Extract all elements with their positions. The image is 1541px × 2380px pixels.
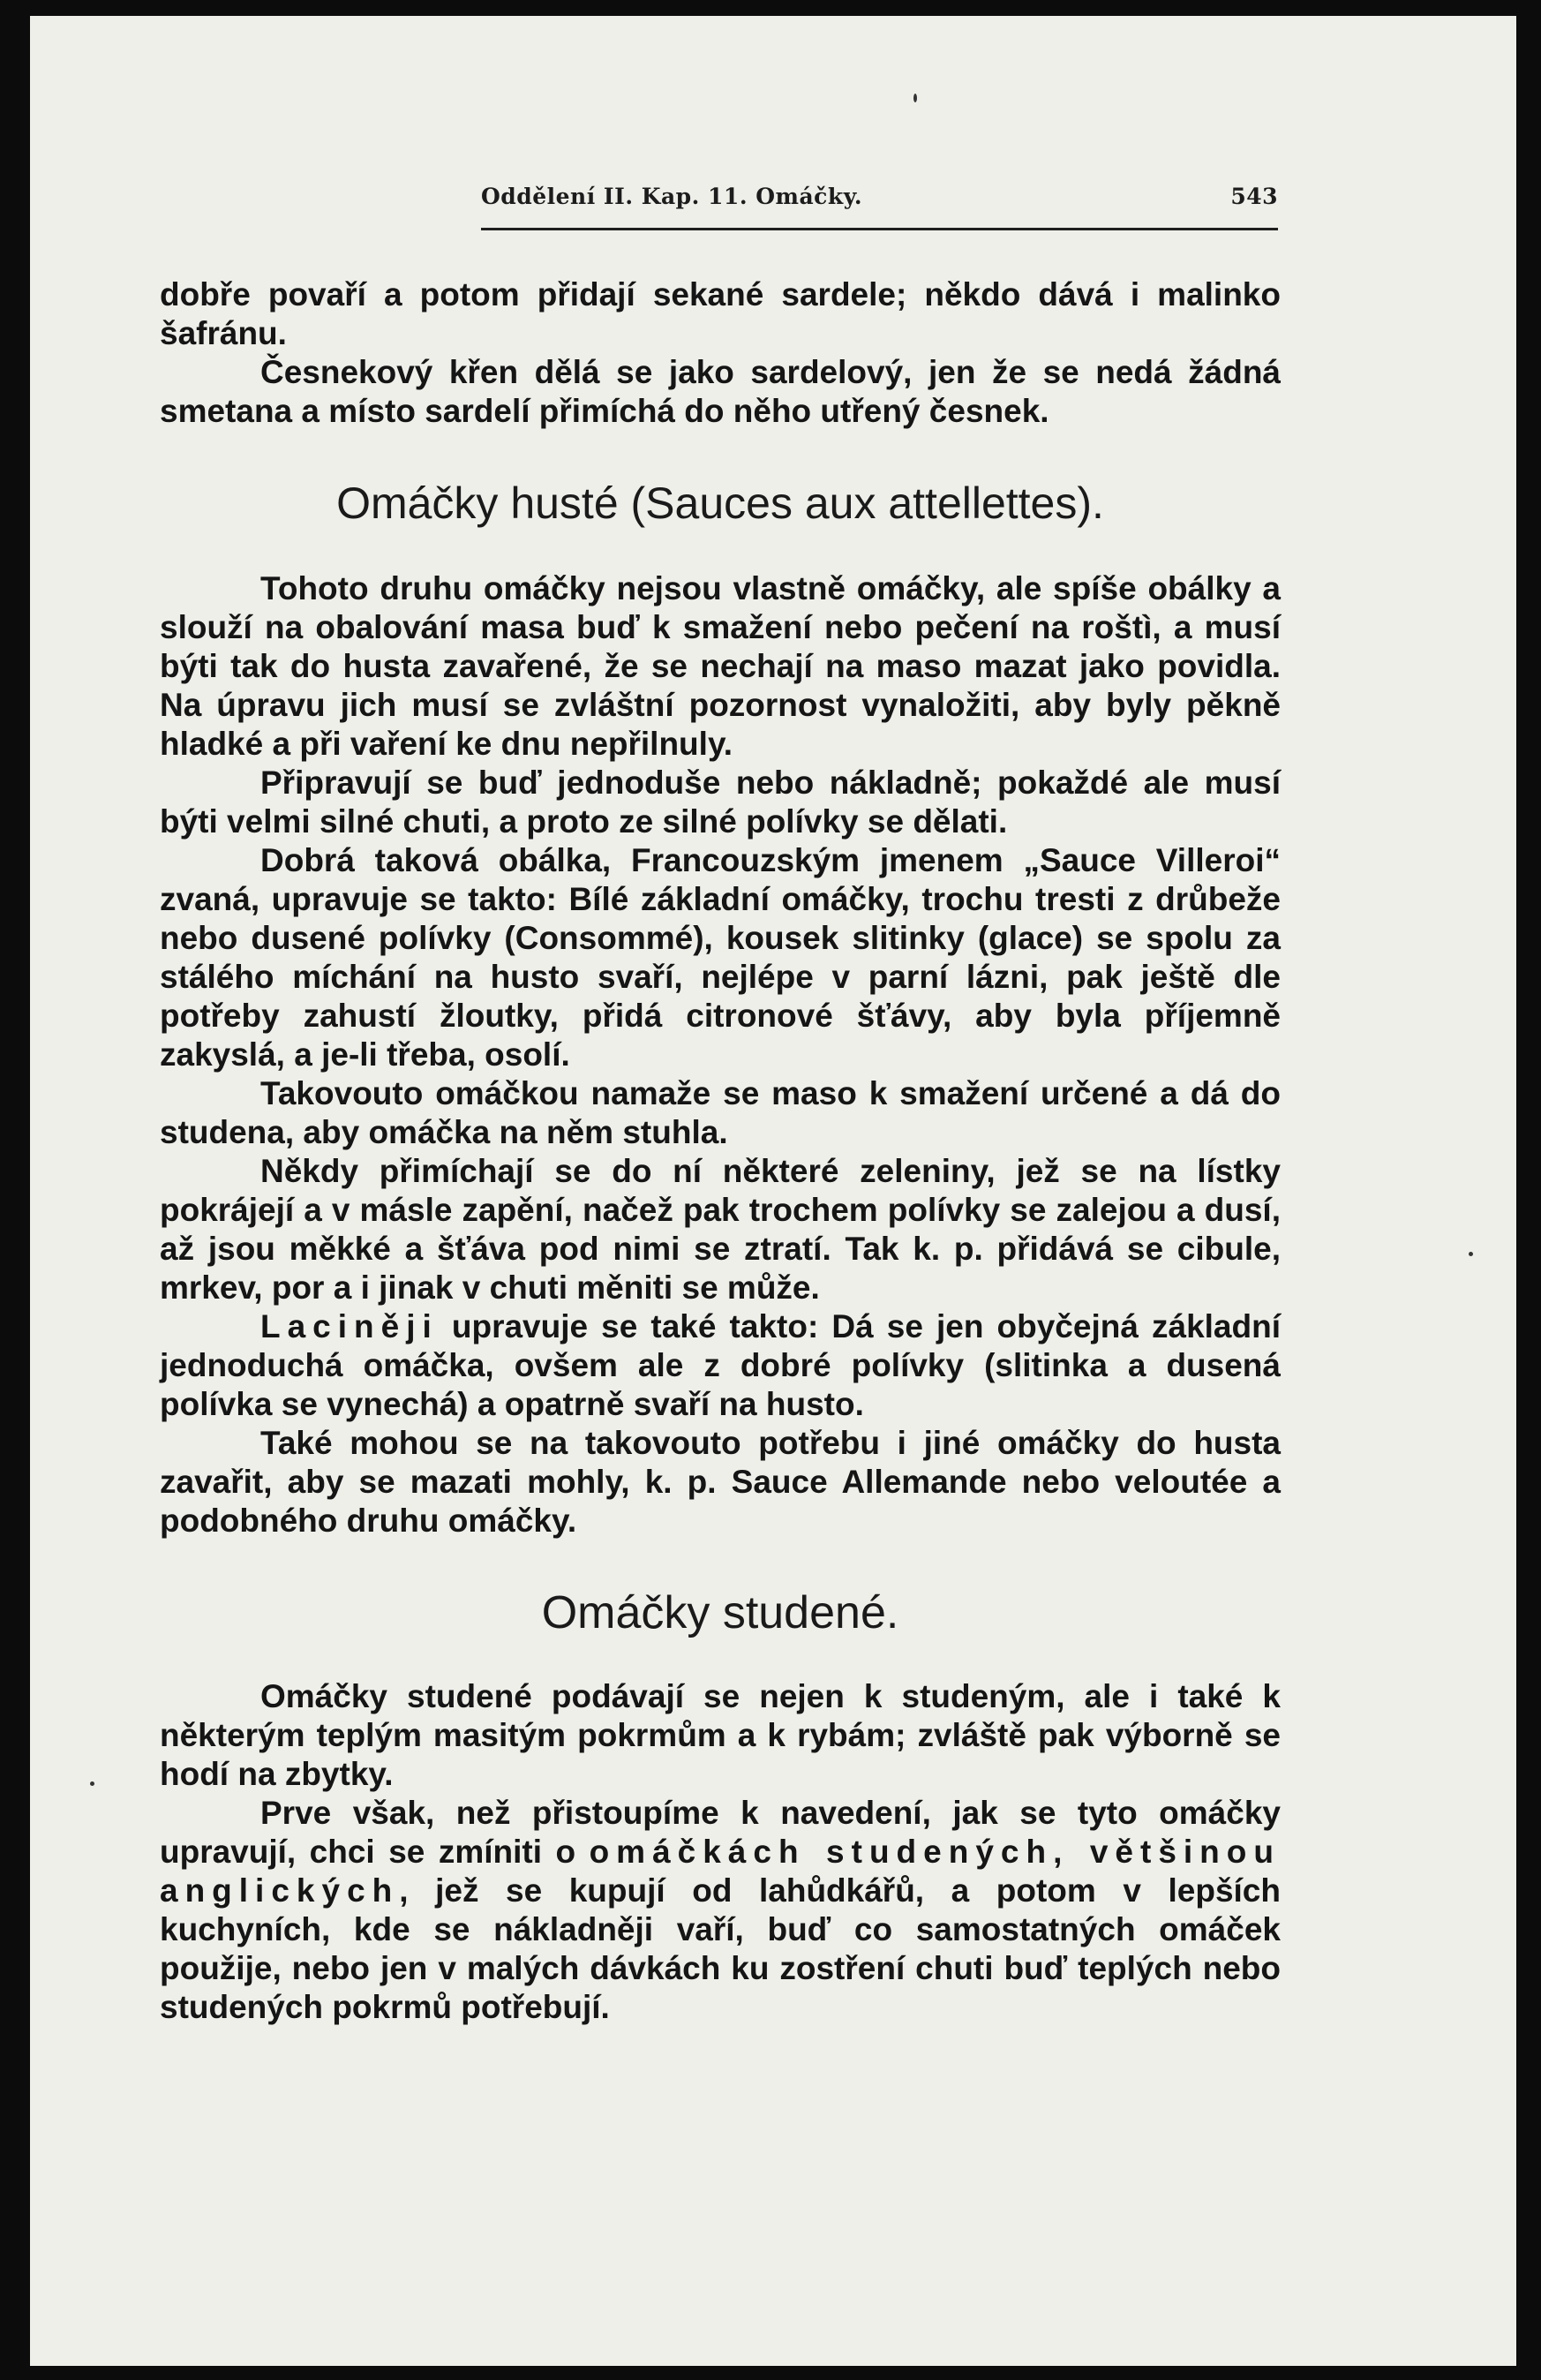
scan-speck	[1469, 1252, 1473, 1256]
paragraph-garlic-horseradish: Česnekový křen dělá se jako sardelový, jen že se nedá žádná smetana a místo sardelí přimíchá do něho utřený česnek.	[160, 354, 1281, 429]
header-rule	[481, 228, 1278, 230]
paragraph: Tohoto druhu omáčky nejsou vlastně omáčky, ale spíše obálky a slouží na obalování masa buď k smažení nebo pečení na roštì, a musí býti tak do husta zavařené, že se nechají na maso mazat jako povidla. Na úpravu jich musí se zvláštní pozornost vynaložiti, aby byly pěkně hladké a při vaření ke dnu nepřilnuly.	[160, 570, 1281, 762]
paragraph: Někdy přimíchají se do ní některé zeleniny, jež se na lístky pokrájejí a v másle zapění, načež pak trochem polívky se zalejou a dusí, až jsou měkké a šťáva pod nimi se ztratí. Tak k. p. přidává se cibule, mrkev, por a i jinak v chuti měniti se může.	[160, 1153, 1281, 1306]
spaced-emphasis: Laciněji	[260, 1308, 439, 1344]
section-title-thick-sauces: Omáčky husté (Sauces aux attellettes).	[336, 478, 1104, 528]
section-thick-sauces	[160, 477, 1281, 530]
chapter-heading: Oddělení II. Kap. 11. Omáčky.	[481, 184, 863, 209]
continued-paragraph: dobře povaří a potom přidají sekané sardele; někdo dává i malinko šafránu.	[160, 276, 1281, 351]
paragraph-sauce-villeroi: Dobrá taková obálka, Francouzským jmenem „Sauce Villeroi“ zvaná, upravuje se takto: Bílé základní omáčky, trochu tresti z drůbeže nebo dusené polívky (Consommé), kousek slitinky (glace) se spolu za stálého míchání na husto svaří, nejlépe v parní lázni, pak ještě dle potřeby zahustí žloutky, přidá citronové šťávy, aby byla příjemně zakyslá, a je-li třeba, osolí.	[160, 842, 1281, 1073]
paragraph: Takovouto omáčkou namaže se maso k smažení určené a dá do studena, aby omáčka na něm stuhla.	[160, 1075, 1281, 1150]
scan-speck	[90, 1781, 94, 1786]
paragraph: Omáčky studené podávají se nejen k studeným, ale i také k některým teplým masitým pokrmům a k rybám; zvláště pak výborně se hodí na zbytky.	[160, 1678, 1281, 1792]
paragraph-text: upravuje se také takto: Dá se jen obyčejná základní jednoduchá omáčka, ovšem ale z dobré polívky (slitinka a dusená polívka se vynechá) a opatrně svaří na husto.	[160, 1308, 1281, 1422]
spaced-emphasis: omáčkách studených, většinou anglických	[160, 1834, 1281, 1909]
running-head	[481, 184, 1278, 209]
paragraph-text: Prve však, než přistoupíme k navedení, jak se tyto omáčky upravují, chci se zmíniti o	[160, 1795, 1281, 1870]
section-cold-sauces	[160, 1586, 1281, 1639]
scan-speck	[913, 94, 917, 102]
paragraph-cheaper-method	[160, 1307, 1281, 1424]
paragraph: Připravují se buď jednoduše nebo nákladně; pokaždé ale musí býti velmi silné chuti, a proto ze silné polívky se dělati.	[160, 764, 1281, 840]
page-number: 543	[1230, 184, 1278, 209]
paragraph-text: , jež se kupují od lahůdkářů, a potom v lepších kuchyních, kde se nákladněji vaří, buď co samostatných omáček použije, nebo jen v malých dávkách ku zostření chuti buď teplých nebo studených pokrmů potřebují.	[160, 1872, 1281, 2025]
cold-sauces-body	[160, 1677, 1281, 2027]
paragraph: Také mohou se na takovouto potřebu i jiné omáčky do husta zavařit, aby se mazati mohly, k. p. Sauce Allemande nebo veloutée a podobného druhu omáčky.	[160, 1425, 1281, 1539]
intro-block	[160, 275, 1281, 431]
paragraph-english-sauces	[160, 1794, 1281, 2027]
thick-sauces-body	[160, 569, 1281, 1540]
section-title-cold-sauces: Omáčky studené.	[541, 1587, 899, 1638]
